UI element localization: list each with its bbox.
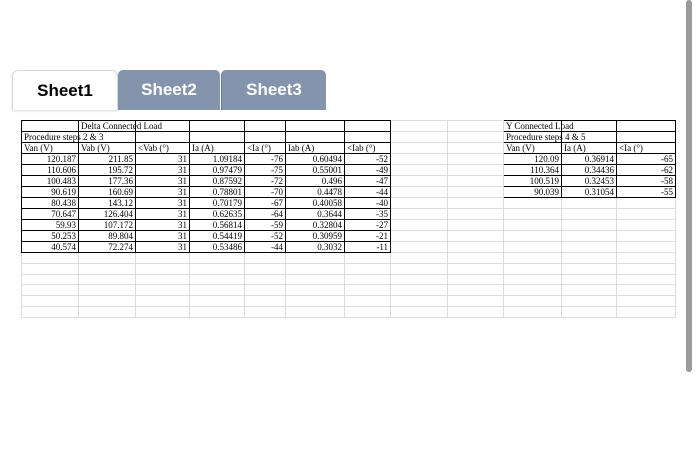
delta-value[interactable]: -21 <box>345 231 391 242</box>
delta-value[interactable]: 31 <box>136 220 190 231</box>
wye-procedure[interactable]: Procedure steps 4 & 5 <box>504 132 562 143</box>
delta-value[interactable]: 40.574 <box>22 242 79 253</box>
grid-cell[interactable] <box>504 306 562 317</box>
grid-cell[interactable] <box>562 231 617 242</box>
grid-cell[interactable] <box>391 121 448 132</box>
grid-cell[interactable] <box>562 296 617 307</box>
grid-cell[interactable] <box>79 274 136 285</box>
grid-cell[interactable] <box>562 274 617 285</box>
delta-value[interactable]: 0.4478 <box>286 187 345 198</box>
grid-cell[interactable] <box>448 121 504 132</box>
delta-value[interactable]: 160.69 <box>79 187 136 198</box>
delta-value[interactable]: 126.404 <box>79 209 136 220</box>
grid-cell[interactable] <box>391 253 448 264</box>
grid-cell[interactable] <box>79 306 136 317</box>
grid-cell[interactable] <box>504 253 562 264</box>
delta-value[interactable]: -67 <box>245 198 286 209</box>
grid-cell[interactable] <box>562 242 617 253</box>
grid-cell[interactable] <box>345 121 391 132</box>
wye-header[interactable]: Ia (A) <box>562 143 617 154</box>
grid-cell[interactable] <box>448 231 504 242</box>
delta-value[interactable]: 31 <box>136 176 190 187</box>
grid-cell[interactable] <box>504 274 562 285</box>
grid-cell[interactable] <box>448 263 504 274</box>
grid-cell[interactable] <box>448 253 504 264</box>
delta-value[interactable]: -44 <box>245 242 286 253</box>
table-row <box>22 274 676 285</box>
delta-value[interactable]: -52 <box>245 231 286 242</box>
delta-value[interactable]: 80.438 <box>22 198 79 209</box>
grid-cell[interactable] <box>136 296 190 307</box>
delta-header[interactable]: <Iab (°) <box>345 143 391 154</box>
wye-title[interactable]: Y Connected Load <box>504 121 562 132</box>
grid-cell[interactable] <box>190 121 245 132</box>
delta-value[interactable]: 0.496 <box>286 176 345 187</box>
delta-value[interactable]: 120.187 <box>22 154 79 165</box>
grid-cell[interactable] <box>617 220 676 231</box>
grid-cell[interactable] <box>617 121 676 132</box>
grid-cell[interactable] <box>79 285 136 296</box>
wye-value[interactable]: 100.519 <box>504 176 562 187</box>
delta-value[interactable]: -11 <box>345 242 391 253</box>
grid-cell[interactable] <box>448 132 504 143</box>
grid-cell[interactable] <box>391 296 448 307</box>
table-row <box>22 285 676 296</box>
grid-cell[interactable] <box>391 154 448 165</box>
grid-cell[interactable] <box>617 231 676 242</box>
grid-cell[interactable] <box>136 274 190 285</box>
delta-value[interactable]: 31 <box>136 242 190 253</box>
delta-value[interactable]: 195.72 <box>79 165 136 176</box>
delta-value[interactable]: 177.36 <box>79 176 136 187</box>
grid-cell[interactable] <box>391 198 448 209</box>
delta-header[interactable]: Ia (A) <box>190 143 245 154</box>
grid-cell[interactable] <box>245 296 286 307</box>
delta-value[interactable]: 100.483 <box>22 176 79 187</box>
grid-cell[interactable] <box>22 263 79 274</box>
grid-cell[interactable] <box>448 274 504 285</box>
grid-cell[interactable] <box>190 132 245 143</box>
grid-cell[interactable] <box>190 296 245 307</box>
wye-value[interactable]: 110.364 <box>504 165 562 176</box>
table-row <box>22 253 676 264</box>
tab-sheet1[interactable]: Sheet1 <box>12 70 118 110</box>
delta-value[interactable]: 31 <box>136 187 190 198</box>
grid-cell[interactable] <box>391 220 448 231</box>
table-row <box>22 165 676 176</box>
wye-value[interactable]: 0.34436 <box>562 165 617 176</box>
delta-header[interactable]: <Ia (°) <box>245 143 286 154</box>
grid-cell[interactable] <box>391 132 448 143</box>
delta-value[interactable]: 0.60494 <box>286 154 345 165</box>
wye-value[interactable]: 0.31054 <box>562 187 617 198</box>
grid-cell[interactable] <box>448 165 504 176</box>
wye-value[interactable]: -55 <box>617 187 676 198</box>
table-row <box>22 121 676 132</box>
grid-cell[interactable] <box>504 242 562 253</box>
grid-cell[interactable] <box>391 242 448 253</box>
grid-cell[interactable] <box>286 274 345 285</box>
table-row <box>22 209 676 220</box>
grid-cell[interactable] <box>448 143 504 154</box>
grid-cell[interactable] <box>22 253 79 264</box>
delta-value[interactable]: 70.647 <box>22 209 79 220</box>
grid-cell[interactable] <box>345 253 391 264</box>
grid-cell[interactable] <box>391 274 448 285</box>
grid-cell[interactable] <box>345 274 391 285</box>
delta-title[interactable]: Delta Connected Load <box>79 121 136 132</box>
grid-cell[interactable] <box>391 231 448 242</box>
delta-value[interactable]: 50.253 <box>22 231 79 242</box>
grid-cell[interactable] <box>617 242 676 253</box>
grid-cell[interactable] <box>448 296 504 307</box>
delta-header[interactable]: Iab (A) <box>286 143 345 154</box>
delta-value[interactable]: -52 <box>345 154 391 165</box>
grid-cell[interactable] <box>448 306 504 317</box>
tab-sheet3[interactable]: Sheet3 <box>221 70 326 110</box>
delta-value[interactable]: -49 <box>345 165 391 176</box>
grid-cell[interactable] <box>345 306 391 317</box>
grid-cell[interactable] <box>391 176 448 187</box>
grid-cell[interactable] <box>190 253 245 264</box>
grid-cell[interactable] <box>391 285 448 296</box>
delta-value[interactable]: 0.70179 <box>190 198 245 209</box>
delta-value[interactable]: -75 <box>245 165 286 176</box>
delta-value[interactable]: -64 <box>245 209 286 220</box>
grid-cell[interactable] <box>617 306 676 317</box>
grid-cell[interactable] <box>190 285 245 296</box>
grid-cell[interactable] <box>504 231 562 242</box>
table-row <box>22 143 676 154</box>
delta-value[interactable]: 31 <box>136 209 190 220</box>
grid-cell[interactable] <box>136 263 190 274</box>
grid-cell[interactable] <box>286 121 345 132</box>
tab-sheet2[interactable]: Sheet2 <box>118 70 220 110</box>
delta-header[interactable]: Vab (V) <box>79 143 136 154</box>
grid-cell[interactable] <box>448 209 504 220</box>
table-row <box>22 198 676 209</box>
grid-cell[interactable] <box>391 209 448 220</box>
grid-cell[interactable] <box>345 296 391 307</box>
grid-cell[interactable] <box>79 253 136 264</box>
grid-cell[interactable] <box>617 132 676 143</box>
grid-cell[interactable] <box>286 132 345 143</box>
grid-cell[interactable] <box>286 263 345 274</box>
grid-cell[interactable] <box>286 285 345 296</box>
delta-value[interactable]: 110.606 <box>22 165 79 176</box>
grid-cell[interactable] <box>136 132 190 143</box>
grid-cell[interactable] <box>617 285 676 296</box>
delta-value[interactable]: -70 <box>245 187 286 198</box>
grid-cell[interactable] <box>562 285 617 296</box>
grid-cell[interactable] <box>136 306 190 317</box>
delta-value[interactable]: 0.54419 <box>190 231 245 242</box>
wye-value[interactable]: -65 <box>617 154 676 165</box>
delta-value[interactable]: -35 <box>345 209 391 220</box>
delta-value[interactable]: 143.12 <box>79 198 136 209</box>
grid-cell[interactable] <box>562 220 617 231</box>
delta-value[interactable]: -27 <box>345 220 391 231</box>
table-row <box>22 242 676 253</box>
grid-cell[interactable] <box>448 198 504 209</box>
delta-value[interactable]: 31 <box>136 165 190 176</box>
delta-value[interactable]: 89.804 <box>79 231 136 242</box>
table-row <box>22 187 676 198</box>
delta-value[interactable]: 0.3032 <box>286 242 345 253</box>
grid-cell[interactable] <box>504 220 562 231</box>
grid-cell[interactable] <box>391 165 448 176</box>
delta-value[interactable]: -59 <box>245 220 286 231</box>
delta-value[interactable]: -40 <box>345 198 391 209</box>
grid-cell[interactable] <box>617 296 676 307</box>
wye-value[interactable]: -58 <box>617 176 676 187</box>
delta-value[interactable]: 31 <box>136 198 190 209</box>
grid-cell[interactable] <box>617 263 676 274</box>
wye-value[interactable]: -62 <box>617 165 676 176</box>
wye-header[interactable]: Van (V) <box>504 143 562 154</box>
grid-cell[interactable] <box>286 296 345 307</box>
table-row <box>22 306 676 317</box>
grid-cell[interactable] <box>345 285 391 296</box>
grid-cell[interactable] <box>562 253 617 264</box>
delta-value[interactable]: 211.85 <box>79 154 136 165</box>
grid-cell[interactable] <box>448 220 504 231</box>
delta-value[interactable]: 59.93 <box>22 220 79 231</box>
grid-cell[interactable] <box>448 285 504 296</box>
grid-cell[interactable] <box>504 296 562 307</box>
delta-header[interactable]: Van (V) <box>22 143 79 154</box>
delta-value[interactable]: 31 <box>136 231 190 242</box>
grid-cell[interactable] <box>245 285 286 296</box>
wye-value[interactable]: 90.039 <box>504 187 562 198</box>
grid-cell[interactable] <box>448 187 504 198</box>
delta-value[interactable]: 0.30959 <box>286 231 345 242</box>
grid-cell[interactable] <box>22 306 79 317</box>
delta-value[interactable]: 0.40058 <box>286 198 345 209</box>
grid-cell[interactable] <box>22 296 79 307</box>
grid-cell[interactable] <box>617 253 676 264</box>
wye-header[interactable]: <Ia (°) <box>617 143 676 154</box>
grid-cell[interactable] <box>22 274 79 285</box>
delta-value[interactable]: 0.3644 <box>286 209 345 220</box>
delta-value[interactable]: 72.274 <box>79 242 136 253</box>
delta-procedure[interactable]: Procedure steps 2 & 3 <box>22 132 79 143</box>
grid-cell[interactable] <box>190 306 245 317</box>
grid-cell[interactable] <box>504 263 562 274</box>
grid-cell[interactable] <box>391 306 448 317</box>
grid-cell[interactable] <box>345 263 391 274</box>
wye-value[interactable]: 120.09 <box>504 154 562 165</box>
delta-value[interactable]: -44 <box>345 187 391 198</box>
delta-value[interactable]: 0.55001 <box>286 165 345 176</box>
delta-value[interactable]: 31 <box>136 154 190 165</box>
delta-value[interactable]: -72 <box>245 176 286 187</box>
delta-value[interactable]: 1.09184 <box>190 154 245 165</box>
grid-cell[interactable] <box>617 209 676 220</box>
spreadsheet-grid <box>21 120 676 318</box>
grid-cell[interactable] <box>245 132 286 143</box>
grid-cell[interactable] <box>136 285 190 296</box>
table-row <box>22 231 676 242</box>
grid-cell[interactable] <box>245 306 286 317</box>
table-row <box>22 132 676 143</box>
grid-cell[interactable] <box>504 198 562 209</box>
delta-value[interactable]: 107.172 <box>79 220 136 231</box>
table-row <box>22 263 676 274</box>
grid-cell[interactable] <box>245 121 286 132</box>
grid-cell[interactable] <box>391 143 448 154</box>
grid-cell[interactable] <box>562 198 617 209</box>
grid-cell[interactable] <box>190 263 245 274</box>
delta-value[interactable]: 0.53486 <box>190 242 245 253</box>
vertical-scrollbar[interactable] <box>686 0 692 372</box>
grid-cell[interactable] <box>448 242 504 253</box>
grid-cell[interactable] <box>562 263 617 274</box>
grid-cell[interactable] <box>448 176 504 187</box>
grid-cell[interactable] <box>245 253 286 264</box>
grid-cell[interactable] <box>391 263 448 274</box>
table-row <box>22 154 676 165</box>
delta-header[interactable]: <Vab (°) <box>136 143 190 154</box>
grid-cell[interactable] <box>286 253 345 264</box>
grid-cell[interactable] <box>136 253 190 264</box>
grid-cell[interactable] <box>391 187 448 198</box>
grid-cell[interactable] <box>190 274 245 285</box>
grid-cell[interactable] <box>562 306 617 317</box>
grid-cell[interactable] <box>617 274 676 285</box>
delta-value[interactable]: -76 <box>245 154 286 165</box>
grid-cell[interactable] <box>504 285 562 296</box>
grid-cell[interactable] <box>504 209 562 220</box>
delta-value[interactable]: 0.56814 <box>190 220 245 231</box>
table-row <box>22 296 676 307</box>
wye-value[interactable]: 0.32453 <box>562 176 617 187</box>
grid-cell[interactable] <box>448 154 504 165</box>
grid-cell[interactable] <box>345 132 391 143</box>
table-row <box>22 176 676 187</box>
grid-cell[interactable] <box>245 263 286 274</box>
wye-value[interactable]: 0.36914 <box>562 154 617 165</box>
grid-cell[interactable] <box>286 306 345 317</box>
grid-cell[interactable] <box>22 121 79 132</box>
grid-cell[interactable] <box>562 209 617 220</box>
delta-value[interactable]: 0.87592 <box>190 176 245 187</box>
grid-cell[interactable] <box>617 198 676 209</box>
delta-value[interactable]: 0.32804 <box>286 220 345 231</box>
grid-cell[interactable] <box>79 263 136 274</box>
delta-value[interactable]: 0.97479 <box>190 165 245 176</box>
grid-cell[interactable] <box>79 296 136 307</box>
delta-value[interactable]: 90.619 <box>22 187 79 198</box>
delta-value[interactable]: 0.62635 <box>190 209 245 220</box>
delta-value[interactable]: -47 <box>345 176 391 187</box>
table-row <box>22 220 676 231</box>
grid-cell[interactable] <box>245 274 286 285</box>
grid-cell[interactable] <box>22 285 79 296</box>
delta-value[interactable]: 0.78801 <box>190 187 245 198</box>
